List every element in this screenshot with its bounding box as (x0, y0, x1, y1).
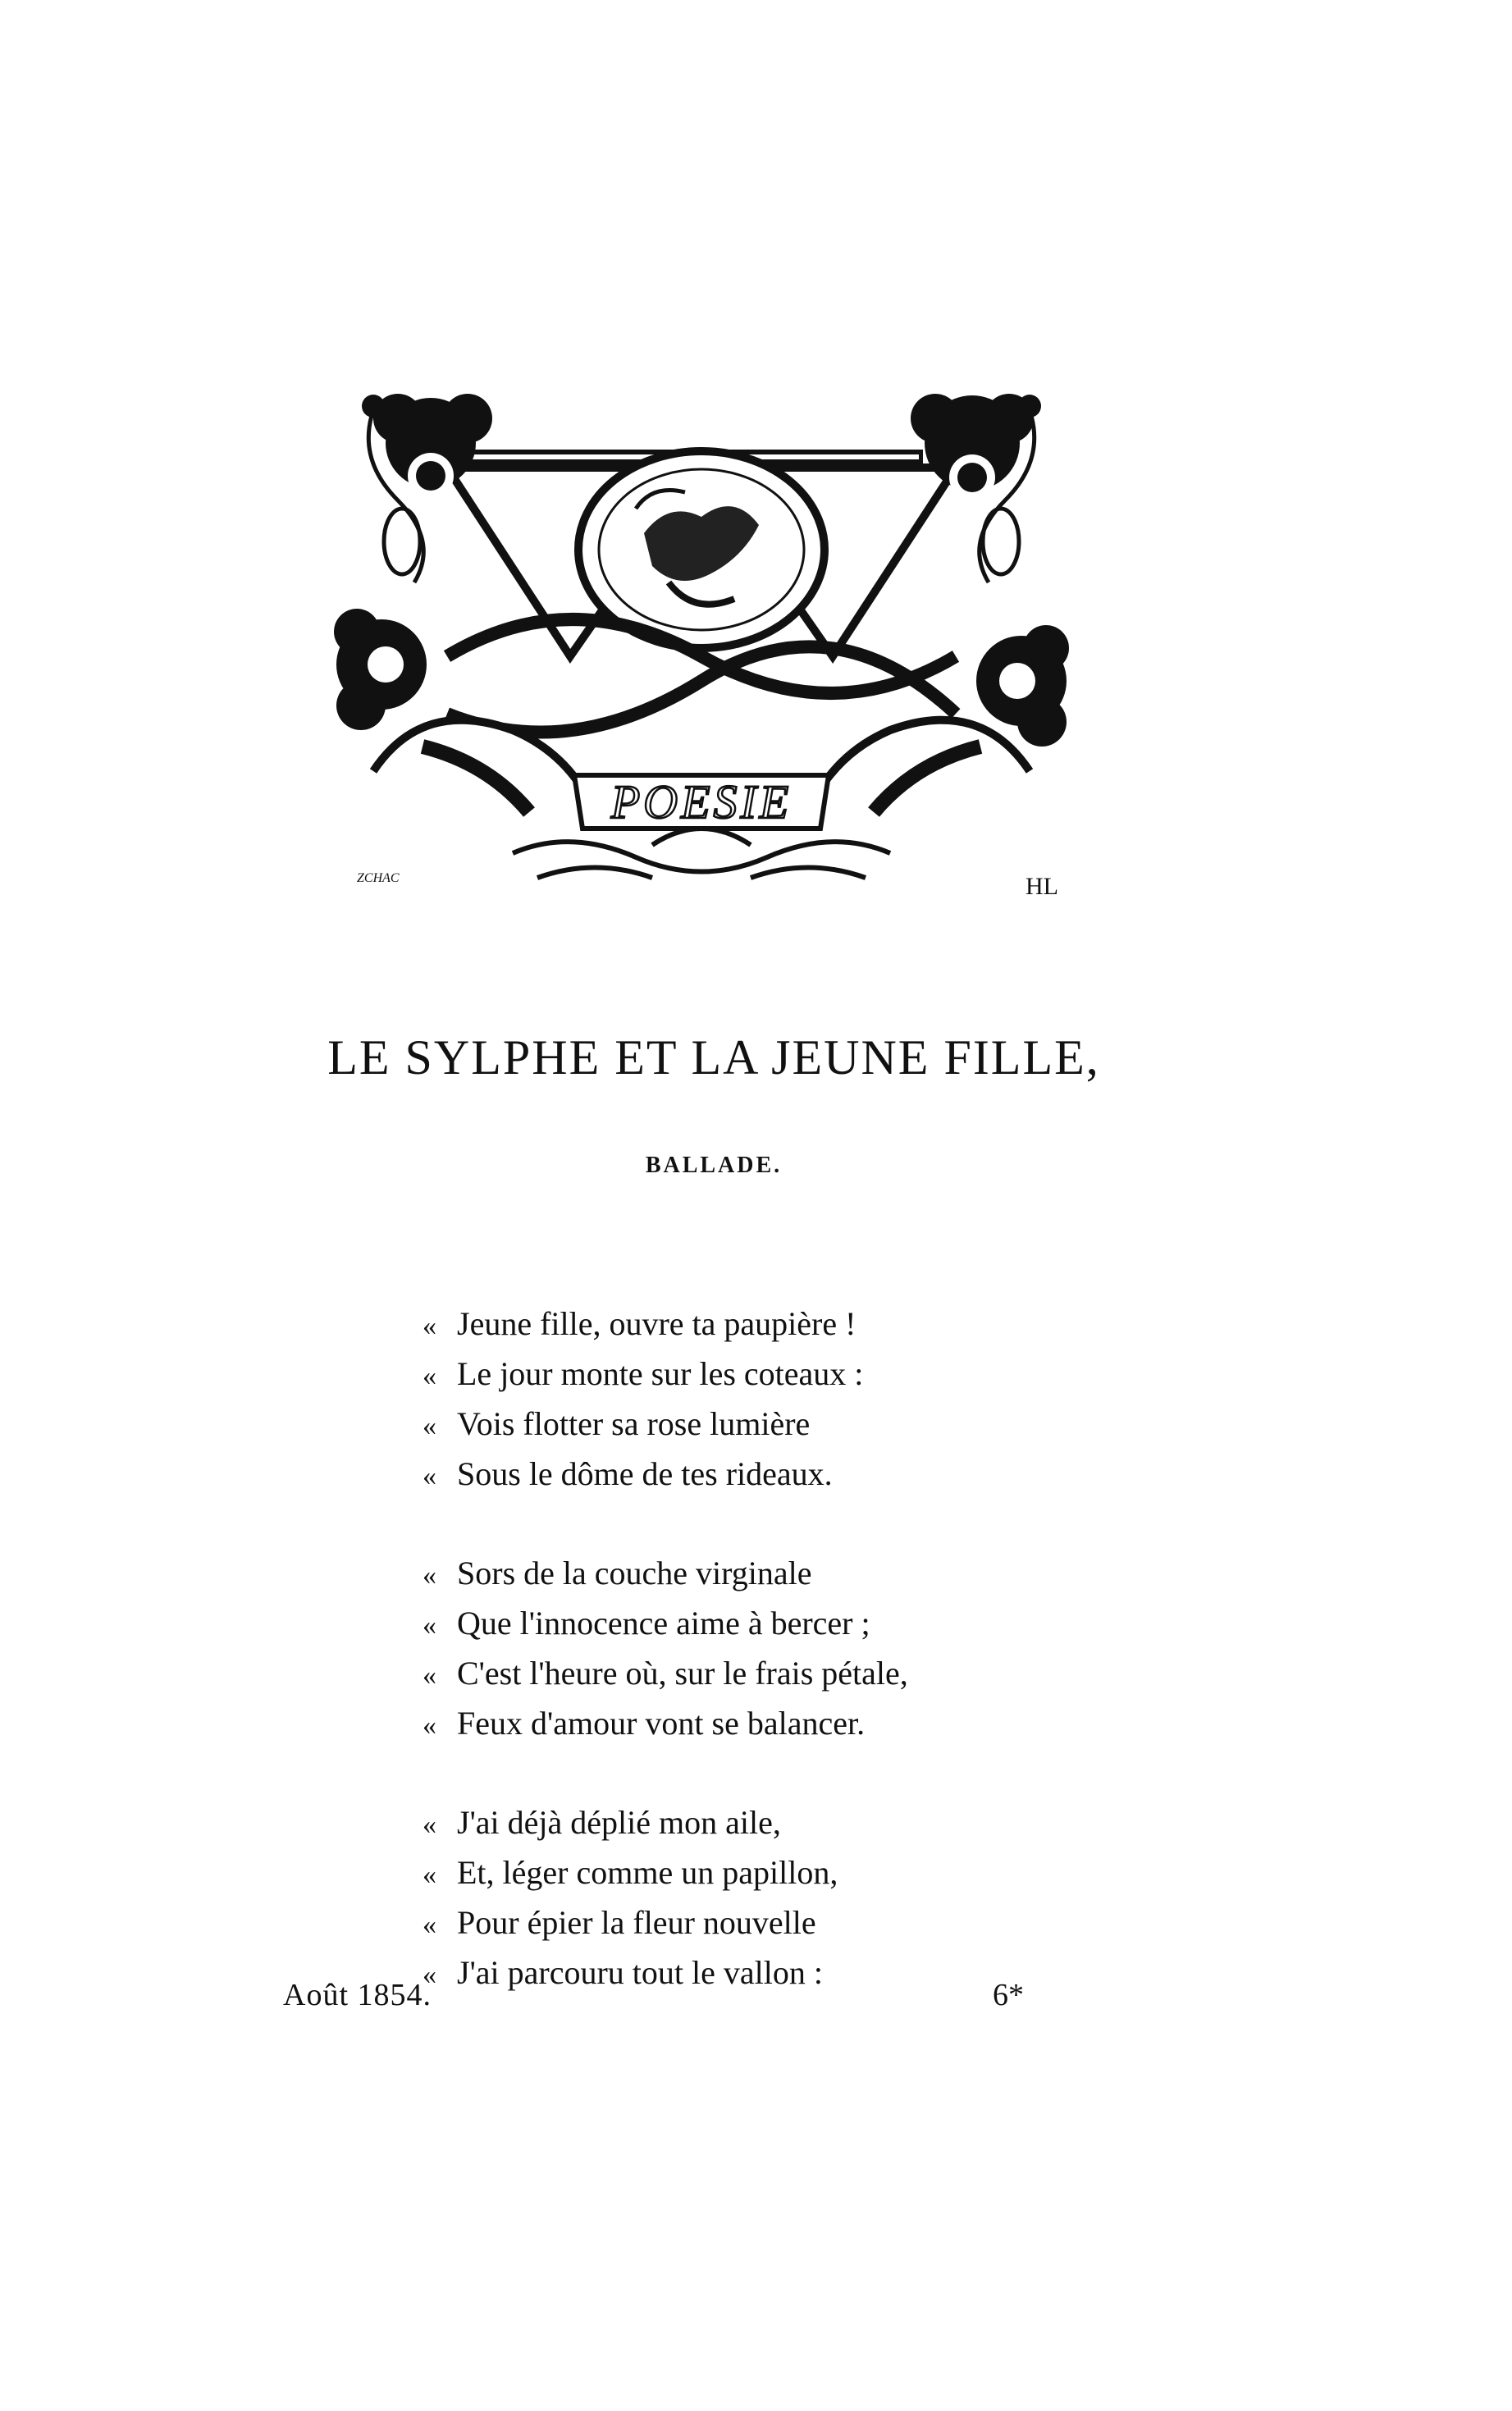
verse-text: J'ai déjà déplié mon aile, (457, 1804, 781, 1841)
poem-title: LE SYLPHE ET LA JEUNE FILLE, (327, 1030, 1100, 1084)
poem-subtitle: BALLADE. (645, 1153, 783, 1178)
stanza (423, 1300, 1079, 1500)
verse-line (423, 1650, 1079, 1700)
poesie-vignette (324, 386, 1079, 935)
verse-text: Pour épier la fleur nouvelle (457, 1904, 816, 1941)
verse-line (423, 1600, 1079, 1650)
foliage-top-right (911, 394, 1034, 500)
verse-line (423, 1949, 1079, 1999)
verse-text: Le jour monte sur les coteaux : (457, 1355, 864, 1392)
verse-text: Sors de la couche virginale (457, 1555, 812, 1591)
verse-line (423, 1849, 1079, 1899)
verse-quote: « (423, 1910, 436, 1940)
verse-quote: « (423, 1710, 436, 1741)
verse-line (423, 1799, 1079, 1849)
verse-line (423, 1450, 1079, 1500)
verse-text: Que l'innocence aime à bercer ; (457, 1605, 870, 1642)
verse-quote: « (423, 1461, 436, 1491)
stanza (423, 1799, 1079, 1999)
verse-text: C'est l'heure où, sur le frais pétale, (457, 1655, 908, 1692)
engraver-left-signature: ZCHAC (357, 871, 400, 885)
verse-quote: « (423, 1610, 436, 1641)
verse-text: Sous le dôme de tes rideaux. (457, 1455, 833, 1492)
verse-quote: « (423, 1960, 436, 1990)
vignette-illustration (324, 386, 1079, 935)
verse-line (423, 1300, 1079, 1350)
verse-text: Jeune fille, ouvre ta paupière ! (457, 1305, 856, 1342)
verse-quote: « (423, 1411, 436, 1441)
verse-quote: « (423, 1660, 436, 1691)
verse-text: Et, léger comme un papillon, (457, 1854, 838, 1891)
poem-body (423, 1300, 1079, 2048)
leaf-ornament-bottom (513, 829, 890, 878)
publication-date: Août 1854. (283, 1978, 432, 2012)
verse-line (423, 1350, 1079, 1400)
verse-line (423, 1899, 1079, 1949)
verse-quote: « (423, 1810, 436, 1840)
verse-line (423, 1400, 1079, 1450)
engraver-right-signature: HL (1026, 873, 1058, 900)
foliage-left (334, 609, 427, 730)
verse-quote: « (423, 1361, 436, 1391)
verse-line (423, 1550, 1079, 1600)
verse-text: Vois flotter sa rose lumière (457, 1405, 811, 1442)
verse-text: Feux d'amour vont se balancer. (457, 1705, 866, 1742)
signature-mark: 6* (993, 1978, 1024, 2012)
stanza (423, 1550, 1079, 1750)
verse-line (423, 1700, 1079, 1750)
verse-quote: « (423, 1560, 436, 1591)
foliage-top-left (373, 394, 492, 499)
verse-text: J'ai parcouru tout le vallon : (457, 1954, 823, 1991)
verse-quote: « (423, 1860, 436, 1890)
banner-text: POESIE (610, 775, 793, 829)
verse-quote: « (423, 1311, 436, 1341)
